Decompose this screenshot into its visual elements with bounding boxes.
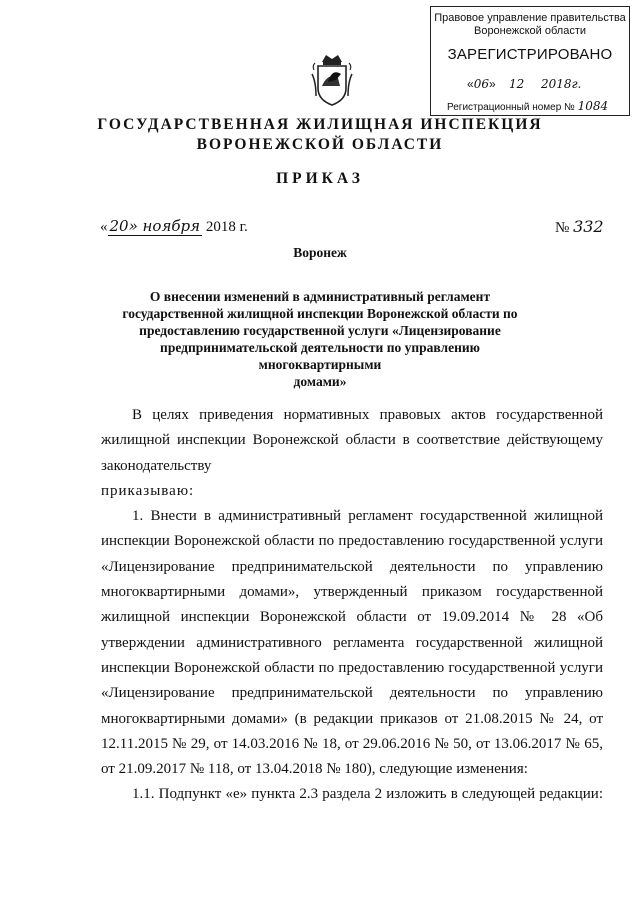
order-date-handwritten: 20» ноября [109,217,201,235]
stamp-reg-label: Регистрационный номер № [447,102,575,113]
stamp-date: «06» 12 2018г. [467,77,582,91]
preamble-paragraph: В целях приведения нормативных правовых актов государственной жилищной инспекции Воронежской области в соответствие действующему законодательству [101,407,603,474]
stamp-date-year: 2018г. [540,77,582,91]
stamp-registered-label: ЗАРЕГИСТРИРОВАНО [447,46,613,63]
registration-stamp [430,6,630,116]
stamp-reg-number: 1084 [577,99,609,113]
stamp-date-day: 06 [473,77,489,91]
item-1-paragraph: 1. Внести в административный регламент государственной жилищной инспекции Воронежской области по предоставлению государственной услуги «Лицензирование предпринимательской деятельности по управлению многоквартирными домами», утвержденный приказом государственной жилищной инспекции Воронежской области от 19.09.2014 № 28 «Об утверждении административного регламента государственной жилищной инспекции Воронежской области по предоставлению государственной услуги «Лицензирование предпринимательской деятельности по управлению многоквартирными домами» (в редакции приказов от 21.08.2015 № 24, от 12.11.2015 № 29, от 14.03.2016 № 18, от 29.06.2016 № 50, от 13.06.2017 № 65, от 21.09.2017 № 118, от 13.04.2018 № 180), следующие изменения: [101,508,603,778]
subject-line5: домами» [293,374,347,389]
document-type: ПРИКАЗ [276,170,364,187]
order-date-quote: « [100,219,108,235]
order-date [100,217,248,236]
voronezh-coat-of-arms-icon [310,52,354,108]
order-number-handwritten: 332 [573,217,604,236]
item-1-1-paragraph: 1.1. Подпункт «е» пункта 2.3 раздела 2 изложить в следующей редакции: [132,786,603,803]
stamp-org-line1: Правовое управление правительства [434,12,626,24]
agency-title-line1: ГОСУДАРСТВЕННАЯ ЖИЛИЩНАЯ ИНСПЕКЦИЯ [97,116,543,133]
stamp-reg-number-line [447,99,608,113]
order-body [101,403,603,808]
stamp-date-month: 12 [508,77,525,91]
subject-line2: государственной жилищной инспекции Воронежской области по [122,306,518,321]
stamp-org-line2: Воронежской области [473,25,586,37]
order-number-prefix: № [555,220,574,236]
order-number [555,217,604,237]
subject-line1: О внесении изменений в административный регламент [149,289,491,304]
city: Воронеж [293,245,347,260]
order-date-year: 2018 г. [202,219,248,235]
subject-line3: предоставлению государственной услуги «Лицензирование [139,323,501,338]
order-word: приказываю: [101,482,195,499]
stamp-organization [431,12,629,38]
agency-title-line2: ВОРОНЕЖСКОЙ ОБЛАСТИ [196,136,444,153]
subject-line4: предпринимательской деятельности по управлению многоквартирными [160,340,480,372]
order-subject [120,288,520,390]
